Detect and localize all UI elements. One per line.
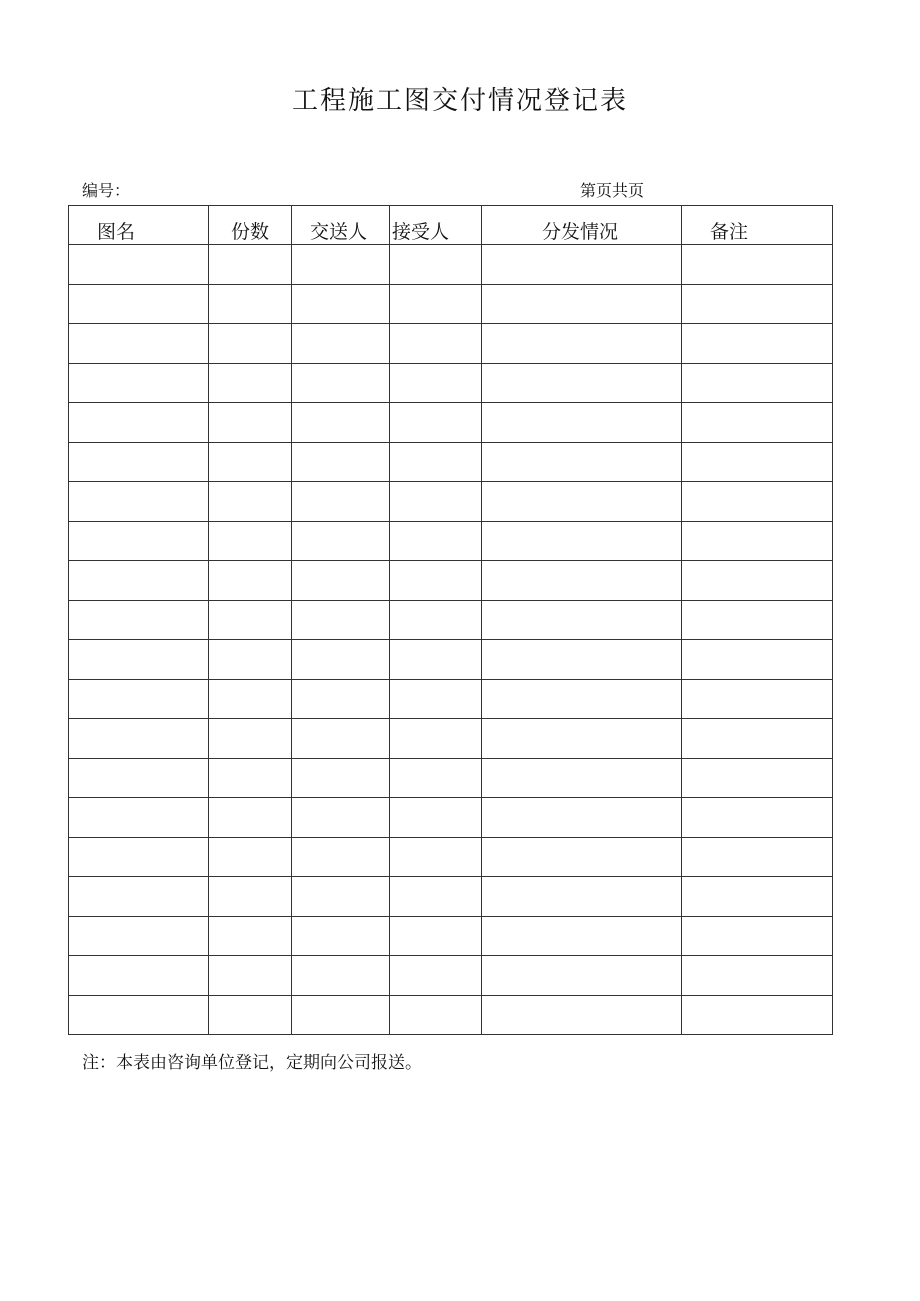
column-header-drawing-name	[69, 206, 209, 245]
table-cell	[69, 837, 209, 877]
table-row	[69, 324, 833, 364]
table-cell	[482, 679, 682, 719]
register-table	[68, 205, 833, 1035]
table-row	[69, 995, 833, 1035]
table-cell	[292, 640, 390, 680]
table-cell	[292, 561, 390, 601]
table-cell	[482, 995, 682, 1035]
table-row	[69, 363, 833, 403]
table-cell	[69, 521, 209, 561]
table-cell	[292, 521, 390, 561]
table-cell	[682, 837, 833, 877]
column-header-label: 交送人	[310, 221, 368, 243]
table-cell	[482, 956, 682, 996]
column-header-copies	[209, 206, 292, 245]
table-cell	[69, 324, 209, 364]
table-cell	[482, 719, 682, 759]
table-cell	[482, 758, 682, 798]
table-row	[69, 679, 833, 719]
table-cell	[69, 403, 209, 443]
table-cell	[390, 640, 482, 680]
table-cell	[482, 403, 682, 443]
table-cell	[209, 521, 292, 561]
table-cell	[209, 956, 292, 996]
table-cell	[682, 877, 833, 917]
table-cell	[69, 442, 209, 482]
table-cell	[209, 482, 292, 522]
table-cell	[682, 561, 833, 601]
table-cell	[69, 363, 209, 403]
table-cell	[482, 877, 682, 917]
table-cell	[390, 679, 482, 719]
table-cell	[482, 600, 682, 640]
table-cell	[292, 877, 390, 917]
table-cell	[209, 798, 292, 838]
table-cell	[682, 284, 833, 324]
table-cell	[69, 719, 209, 759]
table-cell	[209, 363, 292, 403]
table-cell	[682, 798, 833, 838]
table-cell	[292, 363, 390, 403]
table-cell	[390, 600, 482, 640]
table-row	[69, 877, 833, 917]
table-cell	[482, 521, 682, 561]
table-row	[69, 719, 833, 759]
table-cell	[682, 916, 833, 956]
table-row	[69, 916, 833, 956]
table-cell	[69, 284, 209, 324]
table-cell	[209, 600, 292, 640]
table-row	[69, 600, 833, 640]
column-header-remarks	[682, 206, 833, 245]
table-cell	[390, 482, 482, 522]
table-cell	[69, 916, 209, 956]
table-cell	[69, 600, 209, 640]
table-cell	[682, 245, 833, 285]
table-cell	[482, 916, 682, 956]
table-cell	[482, 363, 682, 403]
table-row	[69, 403, 833, 443]
table-cell	[209, 442, 292, 482]
table-cell	[482, 324, 682, 364]
column-header-label: 接受人	[392, 221, 450, 243]
table-cell	[209, 284, 292, 324]
table-row	[69, 837, 833, 877]
table-cell	[390, 877, 482, 917]
table-cell	[390, 758, 482, 798]
register-table-body	[69, 245, 833, 1035]
footer-note: 注：本表由咨询单位登记，定期向公司报送。	[82, 1053, 422, 1073]
table-cell	[682, 324, 833, 364]
table-cell	[390, 837, 482, 877]
table-cell	[292, 442, 390, 482]
table-cell	[292, 995, 390, 1035]
table-cell	[292, 798, 390, 838]
table-cell	[682, 640, 833, 680]
table-cell	[682, 679, 833, 719]
table-cell	[69, 561, 209, 601]
table-cell	[482, 284, 682, 324]
table-row	[69, 284, 833, 324]
table-cell	[209, 916, 292, 956]
table-cell	[390, 719, 482, 759]
table-row	[69, 245, 833, 285]
table-cell	[482, 245, 682, 285]
table-cell	[292, 916, 390, 956]
table-row	[69, 521, 833, 561]
table-cell	[292, 679, 390, 719]
table-cell	[69, 245, 209, 285]
table-cell	[292, 758, 390, 798]
table-cell	[390, 324, 482, 364]
table-cell	[390, 442, 482, 482]
table-cell	[682, 482, 833, 522]
table-cell	[682, 719, 833, 759]
table-cell	[390, 798, 482, 838]
table-cell	[209, 640, 292, 680]
table-cell	[482, 837, 682, 877]
column-header-label: 图名	[97, 221, 136, 243]
table-cell	[69, 877, 209, 917]
table-cell	[482, 482, 682, 522]
table-cell	[209, 245, 292, 285]
table-cell	[390, 521, 482, 561]
table-cell	[682, 403, 833, 443]
table-header-row	[69, 206, 833, 245]
table-cell	[292, 600, 390, 640]
table-row	[69, 561, 833, 601]
table-cell	[69, 995, 209, 1035]
table-row	[69, 798, 833, 838]
column-header-distribution	[482, 206, 682, 245]
table-cell	[209, 561, 292, 601]
serial-number-label: 编号：	[82, 181, 131, 200]
table-cell	[292, 719, 390, 759]
table-row	[69, 482, 833, 522]
table-cell	[390, 995, 482, 1035]
table-cell	[292, 403, 390, 443]
table-row	[69, 442, 833, 482]
table-cell	[209, 719, 292, 759]
document-title: 工程施工图交付情况登记表	[291, 86, 628, 116]
table-cell	[482, 798, 682, 838]
table-cell	[292, 837, 390, 877]
table-cell	[209, 837, 292, 877]
table-cell	[69, 482, 209, 522]
column-header-receiver	[390, 206, 482, 245]
table-cell	[390, 956, 482, 996]
table-cell	[292, 284, 390, 324]
table-cell	[390, 561, 482, 601]
table-cell	[292, 245, 390, 285]
table-cell	[69, 640, 209, 680]
table-cell	[292, 482, 390, 522]
table-row	[69, 956, 833, 996]
column-header-label: 份数	[231, 221, 270, 243]
table-cell	[69, 758, 209, 798]
table-cell	[482, 561, 682, 601]
table-cell	[209, 877, 292, 917]
table-cell	[682, 995, 833, 1035]
table-cell	[682, 956, 833, 996]
table-cell	[390, 284, 482, 324]
table-cell	[69, 798, 209, 838]
table-cell	[209, 995, 292, 1035]
table-row	[69, 640, 833, 680]
column-header-label: 分发情况	[542, 221, 619, 243]
table-cell	[682, 363, 833, 403]
table-cell	[390, 403, 482, 443]
table-cell	[390, 245, 482, 285]
table-cell	[69, 679, 209, 719]
table-cell	[69, 956, 209, 996]
table-cell	[209, 679, 292, 719]
table-cell	[209, 403, 292, 443]
table-cell	[682, 600, 833, 640]
table-cell	[682, 442, 833, 482]
table-cell	[209, 324, 292, 364]
table-cell	[209, 758, 292, 798]
table-cell	[682, 521, 833, 561]
table-cell	[682, 758, 833, 798]
table-cell	[482, 640, 682, 680]
column-header-label: 备注	[710, 221, 749, 243]
table-cell	[482, 442, 682, 482]
table-cell	[390, 916, 482, 956]
table-cell	[292, 956, 390, 996]
table-cell	[292, 324, 390, 364]
column-header-sender	[292, 206, 390, 245]
table-row	[69, 758, 833, 798]
page-count-label: 第页共页	[580, 181, 645, 200]
table-cell	[390, 363, 482, 403]
